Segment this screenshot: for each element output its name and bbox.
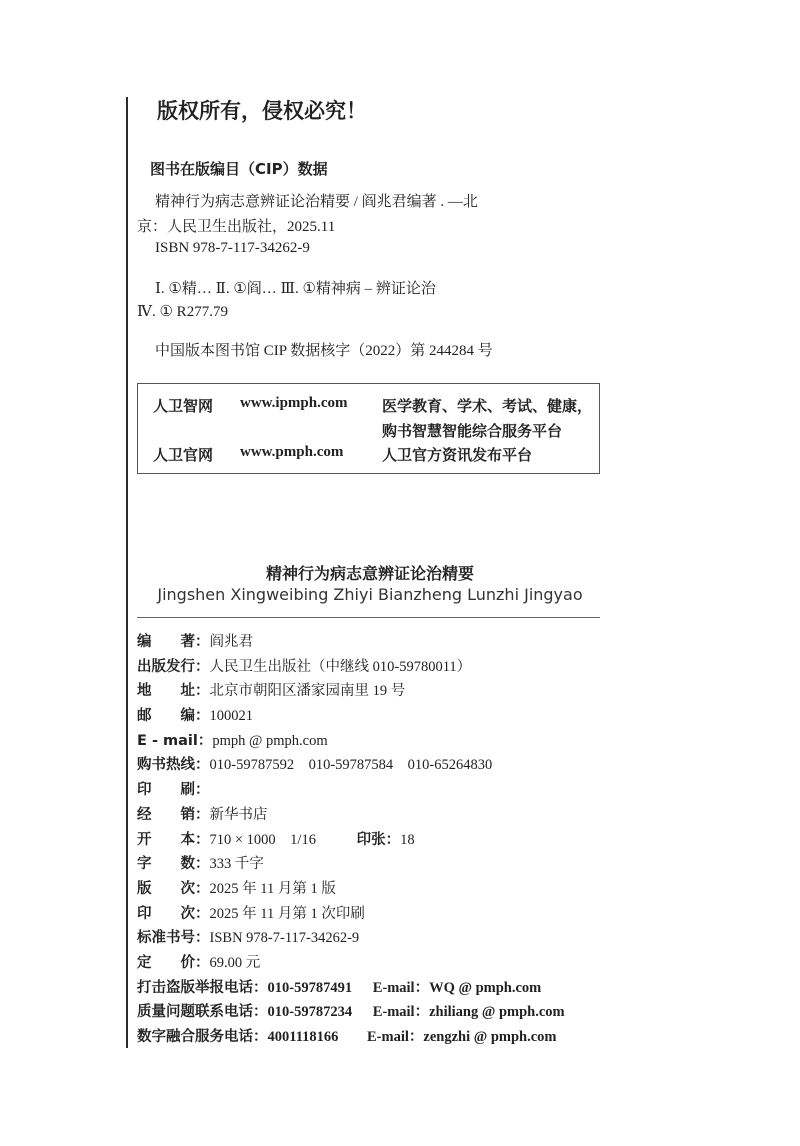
info-row-address: 地 址：北京市朝阳区潘家园南里 19 号 bbox=[137, 683, 406, 700]
copyright-notice: 版权所有，侵权必究！ bbox=[157, 99, 367, 123]
info-row-author: 编 著：阎兆君 bbox=[137, 634, 253, 650]
cip-line: Ⅳ. ① R277.79 bbox=[137, 304, 228, 320]
info-row-format: 开 本：710 × 1000 1/16 印张：18 bbox=[137, 831, 415, 848]
info-row-printer: 印 刷： bbox=[137, 782, 210, 799]
info-row-hotline: 购书热线：010-59787592 010-59787584 010-65264830 bbox=[137, 757, 493, 774]
cip-line: Ⅰ. ①精… Ⅱ. ①阎… Ⅲ. ①精神病 – 辨证论治 bbox=[155, 281, 436, 297]
site-url-link[interactable]: www.ipmph.com bbox=[240, 395, 348, 411]
info-row-words: 字 数：333 千字 bbox=[137, 856, 264, 873]
info-row-printing: 印 次：2025 年 11 月第 1 次印刷 bbox=[137, 905, 365, 922]
site-description: 医学教育、学术、考试、健康， bbox=[382, 397, 593, 415]
site-name: 人卫官网 bbox=[153, 446, 214, 464]
info-row-digital: 数字融合服务电话：4001118166 E-mail：zengzhi @ pmph.com bbox=[137, 1029, 557, 1045]
info-row-isbn: 标准书号：ISBN 978-7-117-34262-9 bbox=[137, 930, 360, 947]
site-url-link[interactable]: www.pmph.com bbox=[240, 444, 344, 460]
divider bbox=[137, 617, 600, 618]
website-box bbox=[137, 383, 600, 474]
info-row-publisher: 出版发行：人民卫生出版社（中继线 010-59780011） bbox=[137, 658, 472, 675]
book-title-pinyin: Jingshen Xingweibing Zhiyi Bianzheng Lunzhi Jingyao bbox=[157, 585, 583, 604]
site-description: 购书智慧智能综合服务平台 bbox=[382, 422, 563, 440]
book-title: 精神行为病志意辨证论治精要 bbox=[265, 564, 474, 583]
email-link[interactable]: pmph @ pmph.com bbox=[212, 732, 328, 749]
publication-info bbox=[137, 630, 617, 1050]
info-row-piracy: 打击盗版举报电话：010-59787491 E-mail：WQ @ pmph.com bbox=[137, 979, 542, 996]
info-row-quality: 质量问题联系电话：010-59787234 E-mail：zhiliang @ pmph.com bbox=[137, 1004, 565, 1021]
info-row-postcode: 邮 编：100021 bbox=[137, 708, 253, 725]
info-row-price: 定 价：69.00 元 bbox=[137, 954, 261, 971]
cip-line: 精神行为病志意辨证论治精要 / 阎兆君编著 . —北 bbox=[155, 194, 478, 210]
info-row-distributor: 经 销：新华书店 bbox=[137, 806, 268, 823]
info-row-email: E - mail：pmph @ pmph.com bbox=[137, 732, 328, 749]
site-name: 人卫智网 bbox=[153, 397, 214, 415]
site-description: 人卫官方资讯发布平台 bbox=[382, 446, 533, 464]
cip-heading: 图书在版编目（CIP）数据 bbox=[150, 160, 328, 178]
cip-line: 京：人民卫生出版社，2025.11 bbox=[137, 219, 336, 235]
cip-line: ISBN 978-7-117-34262-9 bbox=[155, 240, 310, 256]
info-row-edition: 版 次：2025 年 11 月第 1 版 bbox=[137, 880, 336, 897]
cip-line: 中国版本图书馆 CIP 数据核字（2022）第 244284 号 bbox=[155, 343, 493, 359]
